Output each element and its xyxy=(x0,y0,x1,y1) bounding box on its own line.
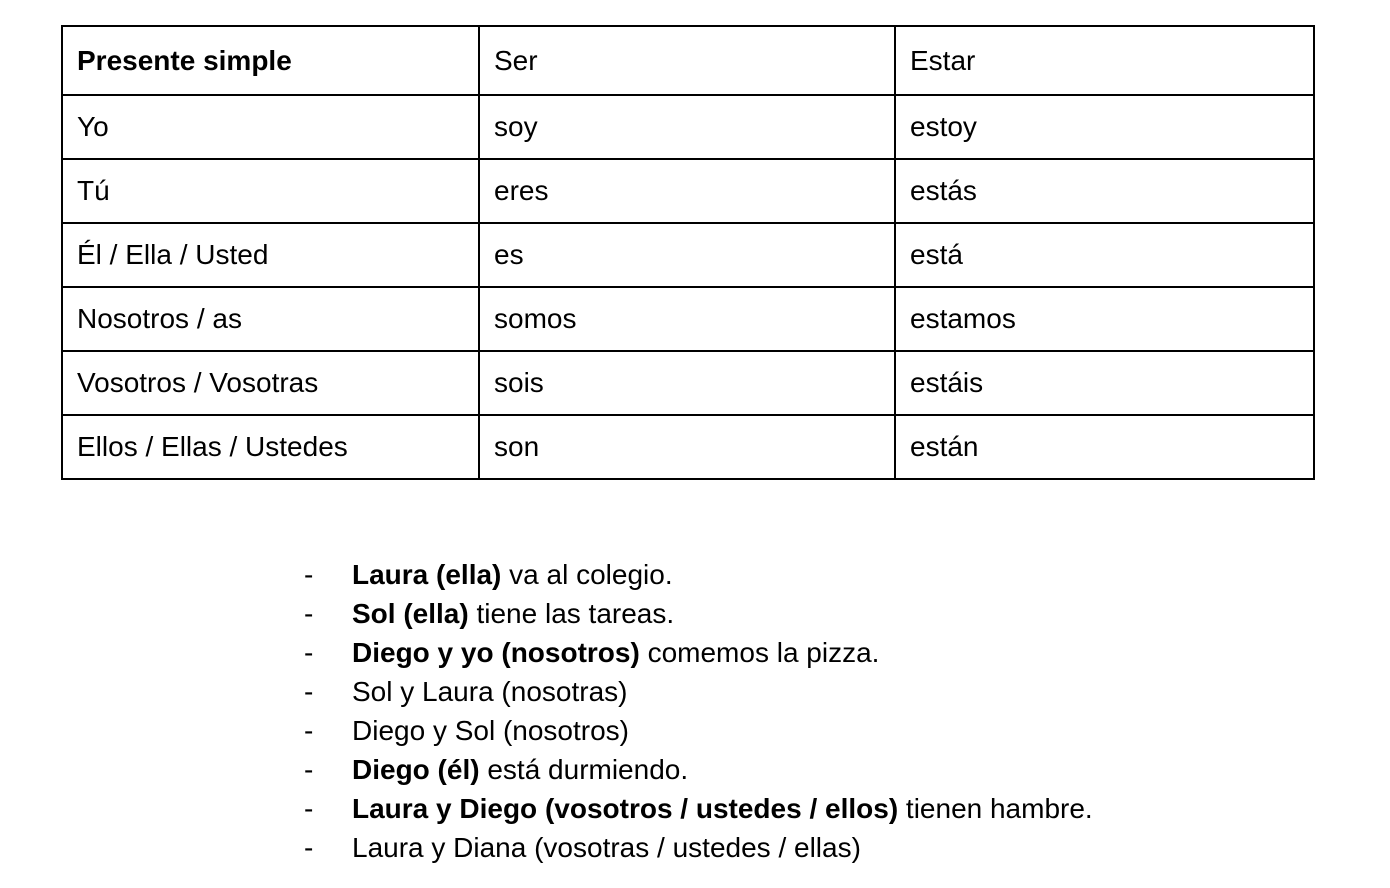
dash-bullet: - xyxy=(304,832,314,863)
ser-cell: somos xyxy=(479,287,895,351)
pronoun-cell: Él / Ella / Usted xyxy=(62,223,479,287)
dash-bullet: - xyxy=(304,559,314,590)
list-item xyxy=(298,633,1093,672)
example-subject: Diego y yo (nosotros) xyxy=(352,637,640,668)
dash-bullet: - xyxy=(304,715,314,746)
example-text: está durmiendo. xyxy=(479,754,689,785)
estar-cell: estáis xyxy=(895,351,1314,415)
table-row xyxy=(62,351,1314,415)
example-subject: Laura y Diego (vosotros / ustedes / ellos) xyxy=(352,793,899,824)
example-text: comemos la pizza. xyxy=(639,637,880,668)
pronoun-cell: Tú xyxy=(62,159,479,223)
ser-cell: son xyxy=(479,415,895,479)
list-item xyxy=(298,672,1093,711)
example-subject: Sol (ella) xyxy=(352,598,469,629)
table-row xyxy=(62,159,1314,223)
list-item xyxy=(298,828,1093,867)
table-row xyxy=(62,95,1314,159)
list-item xyxy=(298,750,1093,789)
estar-cell: está xyxy=(895,223,1314,287)
example-text: tiene las tareas. xyxy=(468,598,675,629)
dash-bullet: - xyxy=(304,754,314,785)
ser-cell: es xyxy=(479,223,895,287)
conjugation-table xyxy=(61,25,1315,480)
example-text: Diego y Sol (nosotros) xyxy=(352,715,630,746)
example-text: Laura y Diana (vosotras / ustedes / ellas) xyxy=(352,832,861,863)
dash-bullet: - xyxy=(304,598,314,629)
header-cell-ser: Ser xyxy=(479,26,895,95)
dash-bullet: - xyxy=(304,793,314,824)
ser-cell: soy xyxy=(479,95,895,159)
table-row xyxy=(62,287,1314,351)
ser-cell: eres xyxy=(479,159,895,223)
example-text: va al colegio. xyxy=(501,559,673,590)
pronoun-cell: Nosotros / as xyxy=(62,287,479,351)
pronoun-cell: Vosotros / Vosotras xyxy=(62,351,479,415)
header-cell-estar: Estar xyxy=(895,26,1314,95)
table-header-row xyxy=(62,26,1314,95)
example-subject: Laura (ella) xyxy=(352,559,502,590)
estar-cell: estamos xyxy=(895,287,1314,351)
pronoun-cell: Yo xyxy=(62,95,479,159)
example-text: Sol y Laura (nosotras) xyxy=(352,676,628,707)
table-row xyxy=(62,223,1314,287)
ser-cell: sois xyxy=(479,351,895,415)
list-item xyxy=(298,711,1093,750)
table-row xyxy=(62,415,1314,479)
example-text: tienen hambre. xyxy=(898,793,1093,824)
dash-bullet: - xyxy=(304,676,314,707)
estar-cell: estoy xyxy=(895,95,1314,159)
example-list xyxy=(298,555,1093,867)
list-item xyxy=(298,555,1093,594)
example-subject: Diego (él) xyxy=(352,754,480,785)
list-item xyxy=(298,594,1093,633)
pronoun-cell: Ellos / Ellas / Ustedes xyxy=(62,415,479,479)
estar-cell: estás xyxy=(895,159,1314,223)
list-item xyxy=(298,789,1093,828)
estar-cell: están xyxy=(895,415,1314,479)
dash-bullet: - xyxy=(304,637,314,668)
header-cell-tense: Presente simple xyxy=(62,26,479,95)
